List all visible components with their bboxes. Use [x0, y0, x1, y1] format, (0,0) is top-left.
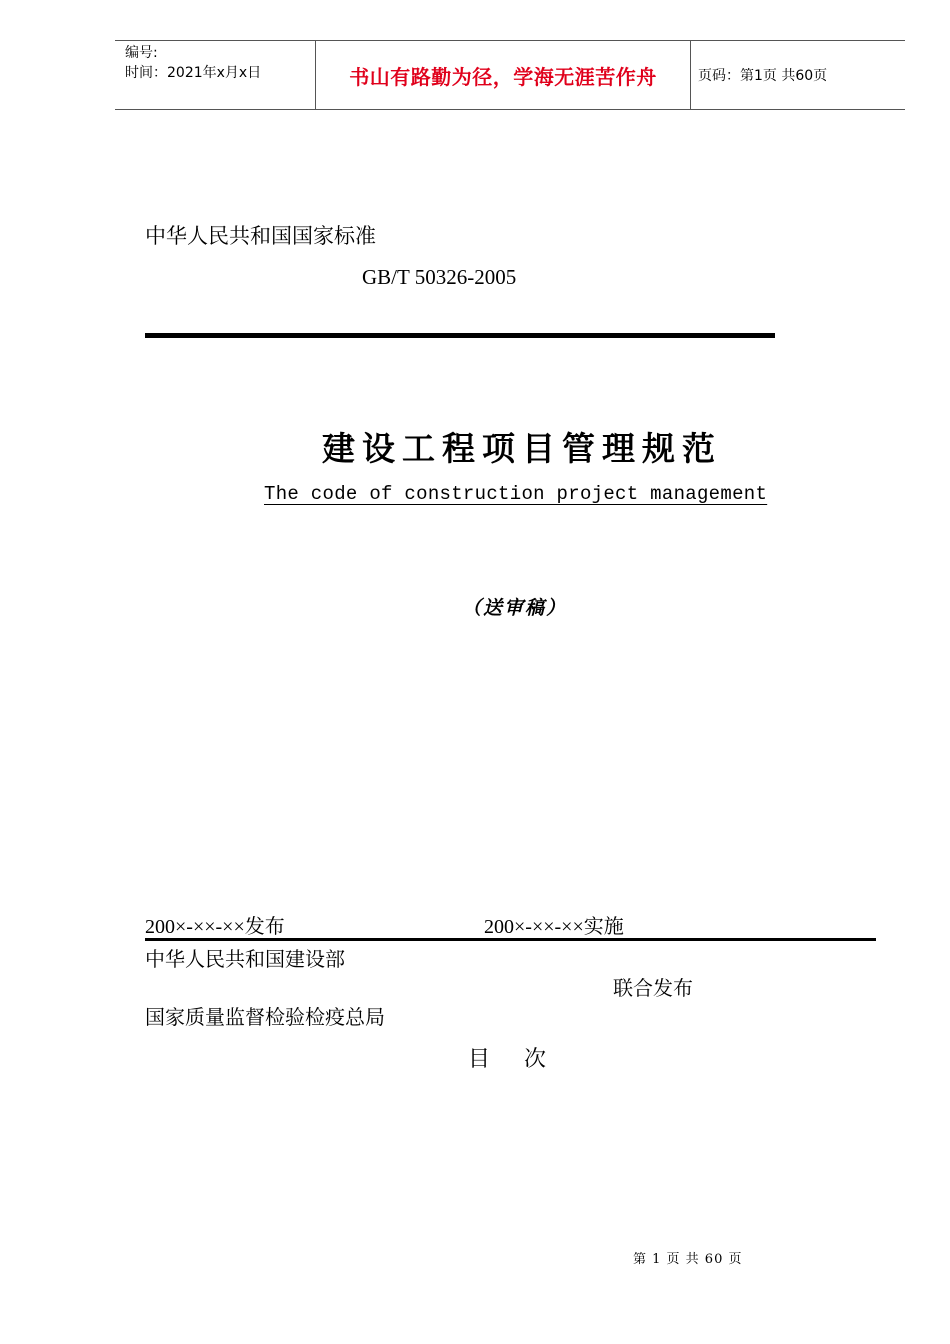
toc-heading: 目次 [468, 1047, 581, 1072]
draft-note: （送审稿） [462, 597, 568, 619]
document-title: 建设工程项目管理规范 [322, 429, 722, 468]
header-meta-cell [115, 41, 315, 109]
standard-code: GB/T 50326-2005 [362, 265, 517, 289]
motto-text: 书山有路勤为径，学海无涯苦作舟 [349, 64, 657, 89]
english-subtitle: The code of construction project management [264, 483, 768, 505]
page-footer: 第 1 页 共 60 页 [633, 1252, 743, 1267]
publish-date: 200×-××-××发布 [145, 916, 285, 938]
number-label: 编号: [125, 45, 158, 61]
header-page-cell [690, 41, 905, 109]
header-table [115, 40, 905, 110]
joint-release-label: 联合发布 [613, 976, 693, 1000]
page-info: 页码：第1页 共60页 [698, 68, 828, 84]
implement-date: 200×-××-××实施 [484, 916, 624, 938]
time-label: 时间：2021年x月x日 [125, 65, 262, 81]
issuer-construction-ministry: 中华人民共和国建设部 [145, 947, 345, 971]
title-divider [145, 333, 775, 338]
date-divider [145, 938, 876, 941]
header-motto-cell [315, 41, 691, 109]
standard-type: 中华人民共和国国家标准 [145, 224, 376, 248]
issuer-quality-bureau: 国家质量监督检验检疫总局 [145, 1005, 385, 1029]
